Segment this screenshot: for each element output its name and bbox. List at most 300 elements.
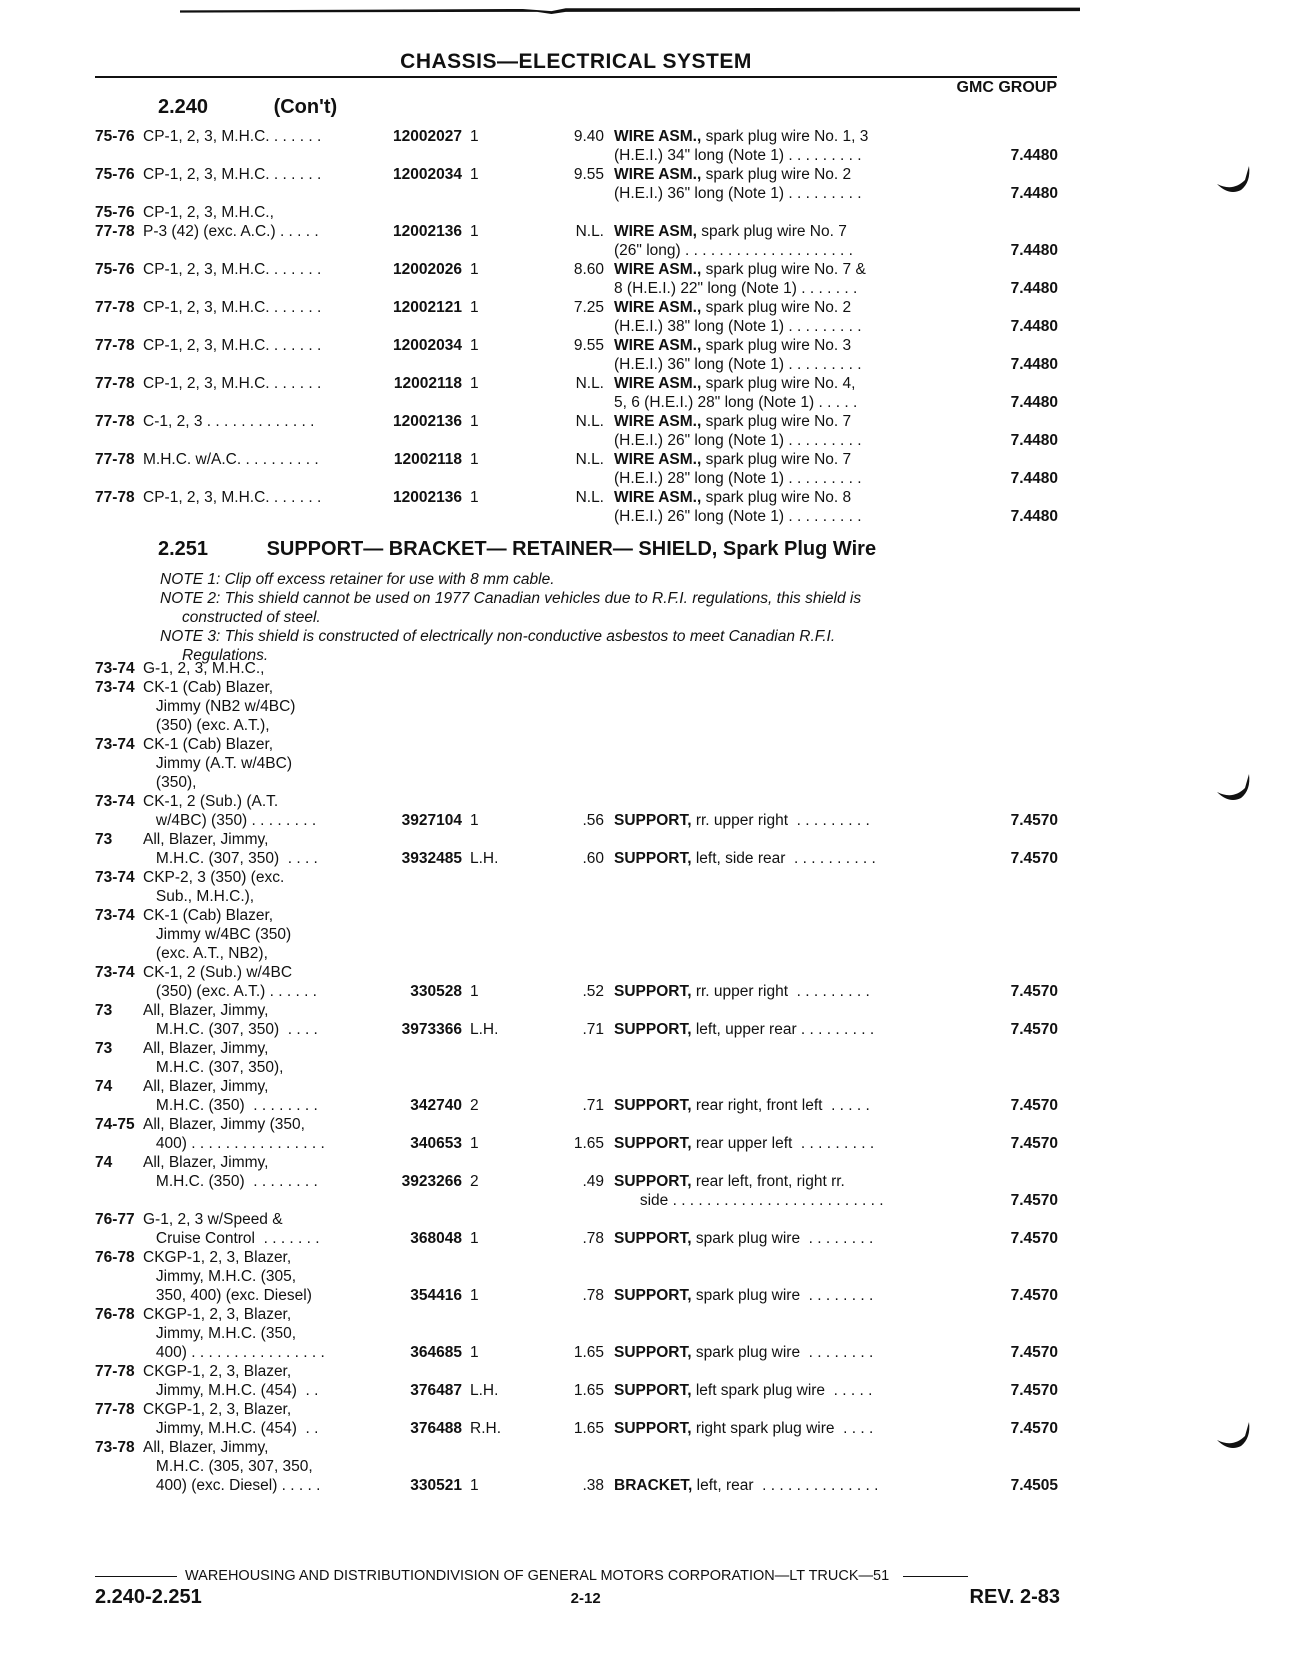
group-number: 7.4480 <box>1010 432 1058 449</box>
description <box>614 1305 938 1324</box>
model-year <box>95 317 143 336</box>
price: 9.55 <box>573 166 604 183</box>
description-text: spark plug wire No. 7 <box>696 223 847 240</box>
group-number: 7.4570 <box>1010 1135 1058 1152</box>
table-row <box>95 792 1060 811</box>
table-row <box>95 336 1060 355</box>
table-row <box>95 184 1060 203</box>
group-number: 7.4480 <box>1010 394 1058 411</box>
part-number: 368048 <box>410 1230 462 1247</box>
model-year: 73-74 <box>95 869 135 886</box>
description <box>614 659 938 678</box>
table-row <box>95 1001 1060 1020</box>
group-number: 7.4570 <box>1010 1287 1058 1304</box>
description <box>614 184 938 203</box>
model-year <box>95 1457 143 1476</box>
price <box>498 279 614 298</box>
description <box>614 374 938 393</box>
group-number <box>938 450 1058 469</box>
model-year: 75-76 <box>95 128 135 145</box>
description <box>614 355 938 374</box>
application: M.H.C. (350) . . . . . . . . <box>143 1173 318 1190</box>
price: .71 <box>582 1021 604 1038</box>
description <box>614 716 938 735</box>
application: (exc. A.T., NB2), <box>143 945 268 962</box>
model-year: 74 <box>95 1078 113 1095</box>
application: All, Blazer, Jimmy, <box>143 1154 269 1171</box>
table-row <box>95 1419 1060 1438</box>
table-row <box>95 906 1060 925</box>
part-number <box>370 868 462 887</box>
part-number <box>370 184 462 203</box>
description-text: (H.E.I.) 28" long (Note 1) . . . . . . . . . <box>614 470 862 487</box>
price: N.L. <box>575 489 604 506</box>
model-year: 73-74 <box>95 679 135 696</box>
description-text: spark plug wire . . . . . . . . <box>691 1287 874 1304</box>
model-year: 73-74 <box>95 660 135 677</box>
description <box>614 1210 938 1229</box>
part-number: 342740 <box>410 1097 462 1114</box>
description <box>614 1267 938 1286</box>
table-row <box>95 203 1060 222</box>
description-text: rr. upper right . . . . . . . . . <box>691 812 870 829</box>
description-text: spark plug wire No. 7 <box>701 451 852 468</box>
table-row <box>95 127 1060 146</box>
part-number <box>370 678 462 697</box>
quantity <box>462 393 498 412</box>
description <box>614 1058 938 1077</box>
quantity <box>462 1248 498 1267</box>
price <box>498 1153 614 1172</box>
price: .78 <box>582 1230 604 1247</box>
description-text: spark plug wire . . . . . . . . <box>691 1230 874 1247</box>
part-number: 364685 <box>410 1344 462 1361</box>
part-number <box>370 393 462 412</box>
description-text: spark plug wire No. 7 & <box>701 261 866 278</box>
page-title: CHASSIS—ELECTRICAL SYSTEM <box>400 50 752 73</box>
group-number: 7.4570 <box>1010 1420 1058 1437</box>
price <box>498 754 614 773</box>
quantity: 1 <box>470 451 479 468</box>
model-year <box>95 1343 143 1362</box>
application: CKGP-1, 2, 3, Blazer, <box>143 1401 292 1418</box>
description <box>614 1362 938 1381</box>
group-number <box>938 1172 1058 1191</box>
description-text: (H.E.I.) 26" long (Note 1) . . . . . . . . . <box>614 432 862 449</box>
application <box>143 146 370 165</box>
description <box>614 450 938 469</box>
model-year: 73-78 <box>95 1439 135 1456</box>
quantity <box>462 1191 498 1210</box>
application <box>143 355 370 374</box>
description <box>614 678 938 697</box>
description-keyword: WIRE ASM., <box>614 261 702 278</box>
quantity: 1 <box>470 128 479 145</box>
part-number <box>370 1001 462 1020</box>
price <box>498 1058 614 1077</box>
table-row <box>95 1248 1060 1267</box>
description-text: rr. upper right . . . . . . . . . <box>691 983 870 1000</box>
model-year <box>95 925 143 944</box>
table-row <box>95 1381 1060 1400</box>
price <box>498 1115 614 1134</box>
quantity: 1 <box>470 413 479 430</box>
quantity <box>462 1267 498 1286</box>
group-number <box>938 127 1058 146</box>
application: CP-1, 2, 3, M.H.C. . . . . . . <box>143 489 322 506</box>
description-keyword: SUPPORT, <box>614 1097 692 1114</box>
application <box>143 507 370 526</box>
application: M.H.C. (307, 350) . . . . <box>143 1021 318 1038</box>
description <box>614 830 938 849</box>
table-row <box>95 488 1060 507</box>
price <box>498 146 614 165</box>
description <box>614 1419 938 1438</box>
part-number <box>370 1438 462 1457</box>
part-number <box>370 925 462 944</box>
table-row <box>95 1020 1060 1039</box>
description-keyword: SUPPORT, <box>614 983 692 1000</box>
table-row <box>95 1476 1060 1495</box>
price: 9.55 <box>573 337 604 354</box>
model-year <box>95 1419 143 1438</box>
table-row <box>95 811 1060 830</box>
group-number <box>938 1039 1058 1058</box>
quantity: 1 <box>470 489 479 506</box>
part-number <box>370 355 462 374</box>
description-keyword: SUPPORT, <box>614 1287 692 1304</box>
table-row <box>95 963 1060 982</box>
application <box>143 241 370 260</box>
model-year <box>95 1324 143 1343</box>
group-number <box>938 925 1058 944</box>
description-keyword: WIRE ASM., <box>614 451 702 468</box>
model-year: 73-74 <box>95 793 135 810</box>
part-number <box>370 773 462 792</box>
price: .56 <box>582 812 604 829</box>
price <box>498 1210 614 1229</box>
group-number <box>938 1438 1058 1457</box>
group-number <box>938 203 1058 222</box>
application: CP-1, 2, 3, M.H.C. . . . . . . <box>143 375 322 392</box>
table-row <box>95 1229 1060 1248</box>
application <box>143 431 370 450</box>
quantity <box>462 1039 498 1058</box>
table-row <box>95 1286 1060 1305</box>
application: Jimmy w/4BC (350) <box>143 926 292 943</box>
table-row <box>95 697 1060 716</box>
quantity <box>462 1001 498 1020</box>
description <box>614 1381 938 1400</box>
part-number <box>370 906 462 925</box>
description <box>614 412 938 431</box>
table-row <box>95 925 1060 944</box>
price <box>498 317 614 336</box>
description <box>614 1115 938 1134</box>
model-year <box>95 1096 143 1115</box>
description <box>614 488 938 507</box>
application: 400) . . . . . . . . . . . . . . . . <box>143 1135 325 1152</box>
application: Jimmy (A.T. w/4BC) <box>143 755 292 772</box>
description-text: side . . . . . . . . . . . . . . . . . . . . . . . . . <box>614 1192 884 1209</box>
description-text: right spark plug wire . . . . <box>691 1420 874 1437</box>
price <box>498 241 614 260</box>
quantity <box>462 925 498 944</box>
description <box>614 203 938 222</box>
model-year <box>95 1229 143 1248</box>
application: M.H.C. (350) . . . . . . . . <box>143 1097 318 1114</box>
quantity: 2 <box>470 1097 479 1114</box>
section-title: SUPPORT— BRACKET— RETAINER— SHIELD, Spark Plug Wire <box>266 538 877 560</box>
description-keyword: WIRE ASM., <box>614 166 702 183</box>
table-row <box>95 868 1060 887</box>
application: CK-1 (Cab) Blazer, <box>143 736 274 753</box>
application: CK-1 (Cab) Blazer, <box>143 907 274 924</box>
description <box>614 127 938 146</box>
description <box>614 1400 938 1419</box>
table-row <box>95 887 1060 906</box>
model-year: 75-76 <box>95 166 135 183</box>
group-number <box>938 1077 1058 1096</box>
quantity <box>462 317 498 336</box>
part-number: 376488 <box>410 1420 462 1437</box>
group-number <box>938 1457 1058 1476</box>
parts-table-2-251 <box>95 659 1060 1495</box>
part-number: 3932485 <box>401 850 462 867</box>
part-number <box>370 1077 462 1096</box>
price: .38 <box>582 1477 604 1494</box>
description-text: (26" long) . . . . . . . . . . . . . . . . . . . . <box>614 242 853 259</box>
group-number: 7.4480 <box>1010 508 1058 525</box>
model-year: 76-78 <box>95 1306 135 1323</box>
group-number <box>938 659 1058 678</box>
table-row <box>95 659 1060 678</box>
quantity <box>462 1362 498 1381</box>
price <box>498 1267 614 1286</box>
table-row <box>95 1191 1060 1210</box>
price <box>498 1191 614 1210</box>
section-range: 2.240-2.251 <box>95 1586 202 1608</box>
group-number: 7.4480 <box>1010 242 1058 259</box>
model-year <box>95 469 143 488</box>
table-row <box>95 222 1060 241</box>
application <box>143 184 370 203</box>
quantity: 1 <box>470 261 479 278</box>
group-number <box>938 298 1058 317</box>
part-number <box>370 735 462 754</box>
table-row <box>95 1153 1060 1172</box>
table-row <box>95 469 1060 488</box>
description-text: left, rear . . . . . . . . . . . . . . <box>692 1477 879 1494</box>
part-number: 12002136 <box>393 489 462 506</box>
model-year <box>95 944 143 963</box>
part-number <box>370 1248 462 1267</box>
application: Cruise Control . . . . . . . <box>143 1230 320 1247</box>
application: Sub., M.H.C.), <box>143 888 255 905</box>
quantity <box>462 1077 498 1096</box>
part-number <box>370 1324 462 1343</box>
group-number <box>938 1115 1058 1134</box>
page-header <box>95 50 1057 97</box>
group-number <box>938 412 1058 431</box>
price <box>498 906 614 925</box>
footer-rule-left <box>95 1576 177 1577</box>
table-row <box>95 374 1060 393</box>
group-number <box>938 868 1058 887</box>
model-year: 74 <box>95 1154 113 1171</box>
section-heading-2-251 <box>158 538 876 561</box>
table-row <box>95 1400 1060 1419</box>
quantity <box>462 1324 498 1343</box>
part-number: 12002034 <box>393 166 462 183</box>
binder-tab-mark <box>1215 1418 1255 1452</box>
quantity: 1 <box>470 1135 479 1152</box>
description <box>614 336 938 355</box>
group-number: 7.4570 <box>1010 1021 1058 1038</box>
group-number: 7.4480 <box>1010 147 1058 164</box>
part-number <box>370 1457 462 1476</box>
part-number <box>370 659 462 678</box>
application: All, Blazer, Jimmy, <box>143 1439 269 1456</box>
part-number <box>370 1039 462 1058</box>
note-line: constructed of steel. <box>182 609 321 626</box>
part-number: 376487 <box>410 1382 462 1399</box>
price: N.L. <box>575 375 604 392</box>
footer-bottom <box>95 1586 1060 1609</box>
quantity <box>462 469 498 488</box>
price <box>498 1248 614 1267</box>
part-number: 12002136 <box>393 413 462 430</box>
group-number <box>938 906 1058 925</box>
application: w/4BC) (350) . . . . . . . . <box>143 812 317 829</box>
quantity: 1 <box>470 166 479 183</box>
model-year <box>95 1286 143 1305</box>
description <box>614 1020 938 1039</box>
quantity: R.H. <box>470 1420 501 1437</box>
price <box>498 887 614 906</box>
table-row <box>95 1324 1060 1343</box>
description <box>614 279 938 298</box>
description <box>614 431 938 450</box>
description-text: spark plug wire No. 1, 3 <box>701 128 869 145</box>
part-number <box>370 830 462 849</box>
quantity: 1 <box>470 1287 479 1304</box>
quantity <box>462 241 498 260</box>
part-number <box>370 1400 462 1419</box>
application: G-1, 2, 3, M.H.C., <box>143 660 265 677</box>
description-text: rear right, front left . . . . . <box>691 1097 870 1114</box>
quantity <box>462 203 498 222</box>
table-row <box>95 146 1060 165</box>
section-heading-2-240 <box>158 96 337 119</box>
model-year <box>95 1191 143 1210</box>
application: All, Blazer, Jimmy, <box>143 831 269 848</box>
part-number: 12002026 <box>393 261 462 278</box>
group-number <box>938 1001 1058 1020</box>
binder-tab-mark <box>1215 770 1255 804</box>
description-text: (H.E.I.) 36" long (Note 1) . . . . . . . . . <box>614 185 862 202</box>
group-number <box>938 697 1058 716</box>
part-number <box>370 241 462 260</box>
model-year: 77-78 <box>95 451 135 468</box>
application: M.H.C. w/A.C. . . . . . . . . . <box>143 451 319 468</box>
quantity: 1 <box>470 1477 479 1494</box>
description-keyword: WIRE ASM., <box>614 128 702 145</box>
table-row <box>95 1457 1060 1476</box>
description-keyword: WIRE ASM., <box>614 299 702 316</box>
group-number <box>938 488 1058 507</box>
table-row <box>95 279 1060 298</box>
description-keyword: WIRE ASM., <box>614 413 702 430</box>
table-row <box>95 1172 1060 1191</box>
part-number <box>370 469 462 488</box>
group-label: GMC GROUP <box>956 79 1057 96</box>
group-number: 7.4570 <box>1010 1230 1058 1247</box>
description-keyword: WIRE ASM., <box>614 375 702 392</box>
quantity: 1 <box>470 983 479 1000</box>
quantity: 1 <box>470 1344 479 1361</box>
model-year: 76-77 <box>95 1211 135 1228</box>
description <box>614 849 938 868</box>
application: CKGP-1, 2, 3, Blazer, <box>143 1363 292 1380</box>
description-keyword: SUPPORT, <box>614 1382 692 1399</box>
description <box>614 1172 938 1191</box>
group-number <box>938 1324 1058 1343</box>
table-row <box>95 849 1060 868</box>
model-year: 73-74 <box>95 736 135 753</box>
table-row <box>95 1305 1060 1324</box>
model-year <box>95 241 143 260</box>
footer-line <box>95 1568 1060 1584</box>
application: Jimmy, M.H.C. (454) . . <box>143 1420 319 1437</box>
price <box>498 944 614 963</box>
application: CKGP-1, 2, 3, Blazer, <box>143 1249 292 1266</box>
model-year <box>95 184 143 203</box>
price: 1.65 <box>573 1344 604 1361</box>
group-number <box>938 260 1058 279</box>
table-row <box>95 678 1060 697</box>
quantity <box>462 1153 498 1172</box>
group-number <box>938 1058 1058 1077</box>
group-number <box>938 716 1058 735</box>
quantity <box>462 1115 498 1134</box>
description-keyword: SUPPORT, <box>614 1344 692 1361</box>
quantity <box>462 1210 498 1229</box>
part-number <box>370 792 462 811</box>
price <box>498 678 614 697</box>
price: 1.65 <box>573 1382 604 1399</box>
parts-table-2-240 <box>95 127 1060 526</box>
description-text: spark plug wire No. 2 <box>701 299 852 316</box>
revision-label: REV. 2-83 <box>969 1586 1060 1608</box>
group-number <box>938 336 1058 355</box>
part-number: 3923266 <box>401 1173 462 1190</box>
description-text: (H.E.I.) 36" long (Note 1) . . . . . . . . . <box>614 356 862 373</box>
quantity <box>462 830 498 849</box>
model-year: 77-78 <box>95 223 135 240</box>
quantity <box>462 754 498 773</box>
model-year <box>95 849 143 868</box>
table-row <box>95 431 1060 450</box>
application: Jimmy, M.H.C. (305, <box>143 1268 297 1285</box>
application: Jimmy, M.H.C. (454) . . <box>143 1382 319 1399</box>
table-row <box>95 1115 1060 1134</box>
price: .71 <box>582 1097 604 1114</box>
group-number: 7.4570 <box>1010 1192 1058 1209</box>
group-number: 7.4480 <box>1010 318 1058 335</box>
group-number <box>938 792 1058 811</box>
model-year <box>95 1020 143 1039</box>
